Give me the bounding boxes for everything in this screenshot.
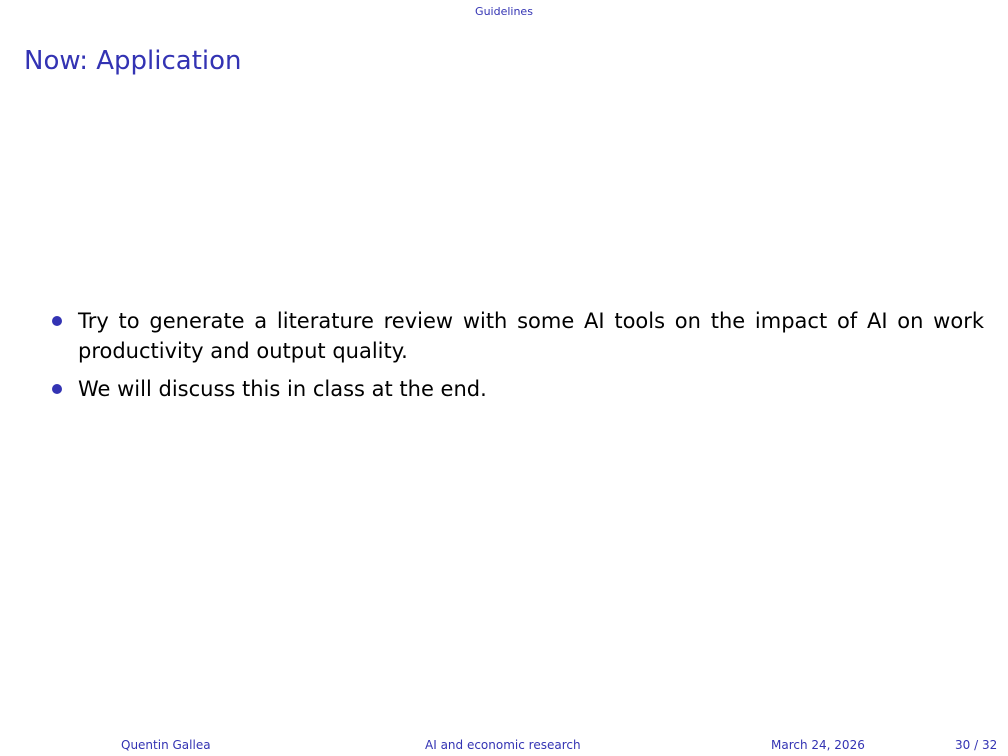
- bullet-text: We will discuss this in class at the end.: [78, 377, 487, 401]
- bullet-item: [50, 374, 984, 404]
- footer-date: March 24, 2026: [771, 738, 865, 752]
- bullet-icon: [52, 384, 62, 394]
- footer-presentation-title: AI and economic research: [425, 738, 581, 752]
- bullet-item: [50, 306, 984, 366]
- bullet-text: Try to generate a literature review with some AI tools on the impact of AI on work productivity and output quality.: [78, 309, 984, 363]
- frame-title: Now: Application: [24, 46, 242, 76]
- bullet-icon: [52, 316, 62, 326]
- header-section-title: Guidelines: [475, 5, 533, 18]
- bullet-list: [50, 306, 984, 412]
- footer: [0, 737, 1008, 755]
- footer-page-number: 30 / 32: [955, 738, 998, 752]
- footer-author: Quentin Gallea: [121, 738, 211, 752]
